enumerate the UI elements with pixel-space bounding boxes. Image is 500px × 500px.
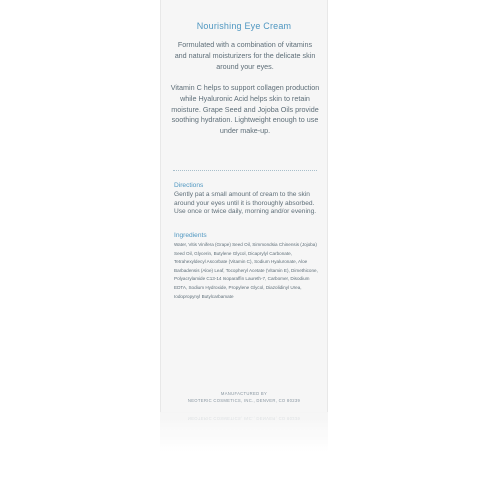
manufacturer-line-2: NEOTERIC COSMETICS, INC., DENVER, CO 80239 — [187, 398, 301, 403]
product-box-panel — [160, 0, 328, 412]
section-divider — [173, 170, 317, 171]
directions-text: Gently pat a small amount of cream to the skin around your eyes until it is thoroughly absorbed. Use once or twice daily, morning and/or evening. — [174, 191, 317, 216]
directions-heading: Directions — [174, 182, 204, 189]
ingredients-text: Water, Vitis Vinifera (Grape) Seed Oil, Simmondsia Chinensis (Jojoba) Seed Oil, Glycerin, Butylene Glycol, Dicaprylyl Carbonate, Tetrahexyldecyl Ascorbate (Vitamin C), Sodium Hyaluronate, Aloe Barbadensis (Aloe) Leaf, Tocopheryl Acetate (Vitamin E), Dimethicone, Polyacrylamide C13-14 Isoparaffin Laureth-7, Carbomer, Disodium EDTA, Sodium Hydroxide, Propylene Glycol, Diazolidinyl Urea, Iodopropynyl Butylcarbamate — [174, 242, 318, 299]
manufacturer-info — [161, 390, 327, 404]
box-reflection — [160, 412, 328, 452]
ingredients-heading: Ingredients — [174, 232, 207, 239]
product-intro: Formulated with a combination of vitamins and natural moisturizers for the delicate skin around your eyes. — [174, 40, 316, 71]
manufacturer-line-1: MANUFACTURED BY — [220, 391, 268, 396]
reflection-line-2: NEOTERIC COSMETICS, INC., DENVER, CO 80239 — [187, 416, 301, 421]
product-description: Vitamin C helps to support collagen production while Hyaluronic Acid helps skin to retain moisture. Grape Seed and Jojoba Oils provide soothing hydration. Lightweight enough to use under make-up. — [170, 83, 320, 136]
reflection-text — [160, 415, 328, 422]
product-title: Nourishing Eye Cream — [196, 21, 292, 31]
